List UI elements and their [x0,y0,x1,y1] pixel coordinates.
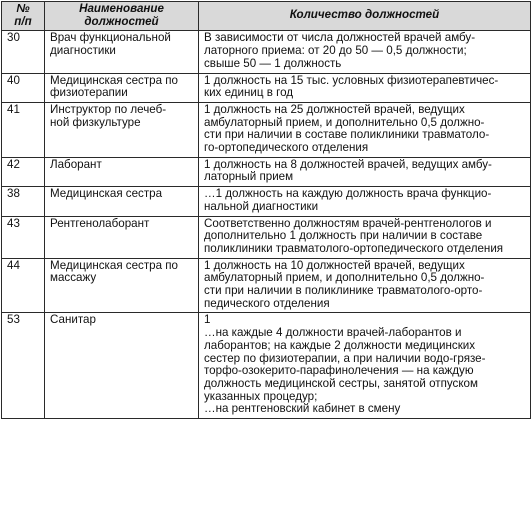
position-count: 1 должность на 10 должностей врачей, ведущих амбулаторный прием, и дополнительно 0,5 должно- сти при наличии в поликлинике травматолого-орто- педического отделения [199,258,531,313]
row-number: 42 [2,157,45,186]
table-row [2,31,531,73]
position-name: Инструктор по лечеб- ной физкультуре [45,102,199,157]
row-number: 38 [2,187,45,216]
header-position-name: Наименование должностей [45,2,199,31]
table-row [2,187,531,216]
table-row [2,216,531,258]
table-row [2,102,531,157]
row-number: 44 [2,258,45,313]
position-name: Рентгенолаборант [45,216,199,258]
position-count: 1 должность на 15 тыс. условных физиотерапевтичес- ких единиц в год [199,73,531,102]
position-count: …1 должность на каждую должность врача функцио- нальной диагностики [199,187,531,216]
table-row [2,313,531,419]
position-count: 1 должность на 25 должностей врачей, ведущих амбулаторный прием, и дополнительно 0,5 должно- сти при наличии в составе поликлиники травматоло- го-ортопедического отделения [199,102,531,157]
position-name: Медицинская сестра по физиотерапии [45,73,199,102]
position-count: В зависимости от числа должностей врачей амбу- латорного приема: от 20 до 50 — 0,5 должности; свыше 50 — 1 должность [199,31,531,73]
row-number: 40 [2,73,45,102]
position-name: Врач функциональной диагностики [45,31,199,73]
position-name: Медицинская сестра по массажу [45,258,199,313]
position-count: 1 должность на 8 должностей врачей, ведущих амбу- латорный прием [199,157,531,186]
row-number: 53 [2,313,45,419]
header-number: № п/п [2,2,45,31]
position-count: 1 …на каждые 4 должности врачей-лаборантов и лаборантов; на каждые 2 должности медицинских сестер по физиотерапии, а при наличии водо-грязе- торфо-озокерито-парафинолечения — на каждую должность медицинской сестры, занятой отпуском указанных процедур; …на рентгеновский кабинет в смену [199,313,531,419]
row-number: 30 [2,31,45,73]
table-header-row [2,2,531,31]
position-name: Санитар [45,313,199,419]
row-number: 41 [2,102,45,157]
position-count: Соответственно должностям врачей-рентгенологов и дополнительно 1 должность при наличии в составе поликлиники травматолого-ортопедического отделения [199,216,531,258]
table-row [2,157,531,186]
row-number: 43 [2,216,45,258]
position-name: Лаборант [45,157,199,186]
table-row [2,73,531,102]
staffing-table [1,1,531,419]
position-name: Медицинская сестра [45,187,199,216]
table-row [2,258,531,313]
header-position-count: Количество должностей [199,2,531,31]
